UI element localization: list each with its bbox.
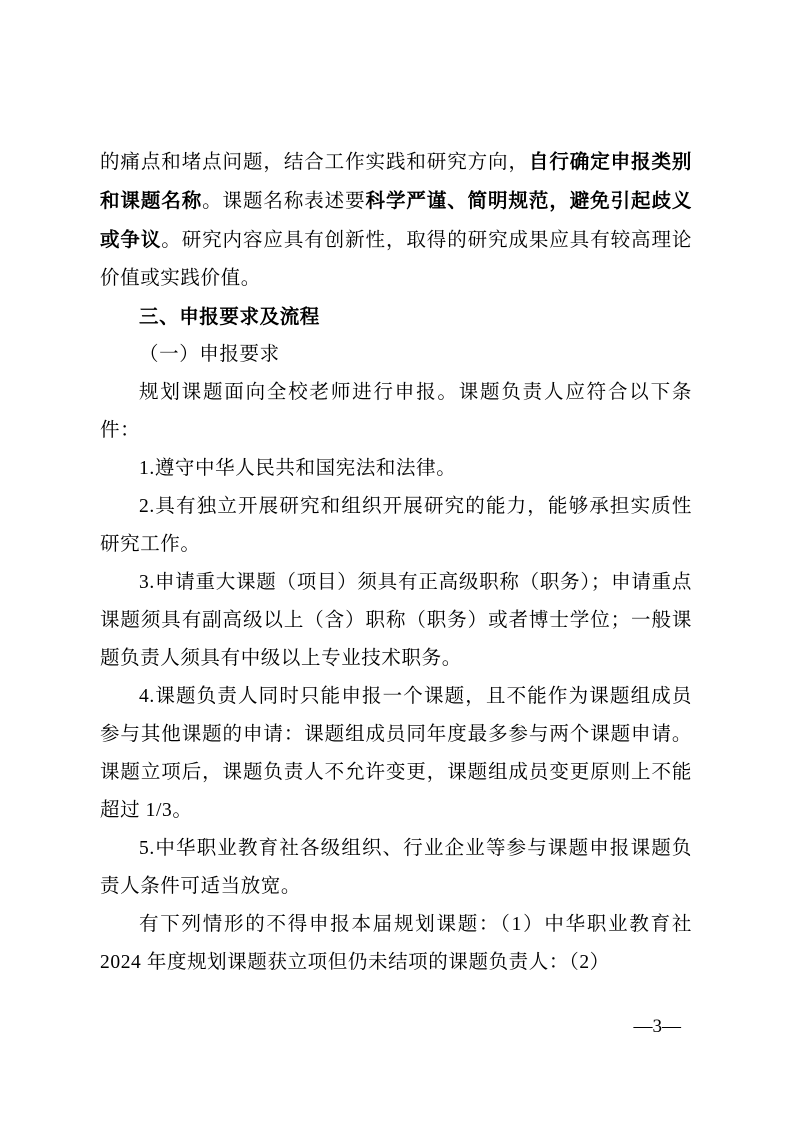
paragraph-topic-naming — [100, 143, 692, 298]
bold-text-run-naming-standards: 科学严谨、简明规范，避免引起歧义或争议 — [100, 190, 692, 251]
page-number: —3— — [633, 1016, 681, 1037]
condition-item-3: 3.申请重大课题（项目）须具有正高级职称（职务）；申请重点课题须具有副高级以上（含）职称（职务）或者博士学位；一般课题负责人须具有中级以上专业技术职务。 — [100, 572, 692, 669]
subsection-heading-application-requirements: （一）申报要求 — [139, 344, 280, 365]
condition-item-2: 2.具有独立开展研究和组织开展研究的能力，能够承担实质性研究工作。 — [100, 496, 692, 555]
condition-item-5: 5.中华职业教育社各级组织、行业企业等参与课题申报课题负责人条件可适当放宽。 — [100, 838, 692, 897]
condition-item-1: 1.遵守中华人民共和国宪法和法律。 — [139, 458, 457, 479]
condition-item-4: 4.课题负责人同时只能申报一个课题，且不能作为课题组成员参与其他课题的申请：课题组成员同年度最多参与两个课题申请。课题立项后，课题负责人不允许变更，课题组成员变更原则上不能超过 1/3。 — [100, 686, 692, 821]
text-run: 。研究内容应具有创新性，取得的研究成果应具有较高理论价值或实践价值。 — [100, 230, 692, 289]
document-text-block — [100, 143, 692, 982]
text-run: 。课题名称表述要 — [202, 191, 366, 212]
text-run: 的痛点和堵点问题，结合工作实践和研究方向， — [100, 152, 529, 173]
section-heading-application-requirements: 三、申报要求及流程 — [139, 306, 320, 328]
paragraph-exclusions: 有下列情形的不得申报本届规划课题：（1）中华职业教育社 2024 年度规划课题获立项但仍未结项的课题负责人：（2） — [100, 914, 692, 973]
paragraph-application-scope: 规划课题面向全校老师进行申报。课题负责人应符合以下条件： — [100, 382, 692, 441]
bold-text-run-self-determine: 自行确定申报类别和课题名称 — [100, 151, 692, 212]
